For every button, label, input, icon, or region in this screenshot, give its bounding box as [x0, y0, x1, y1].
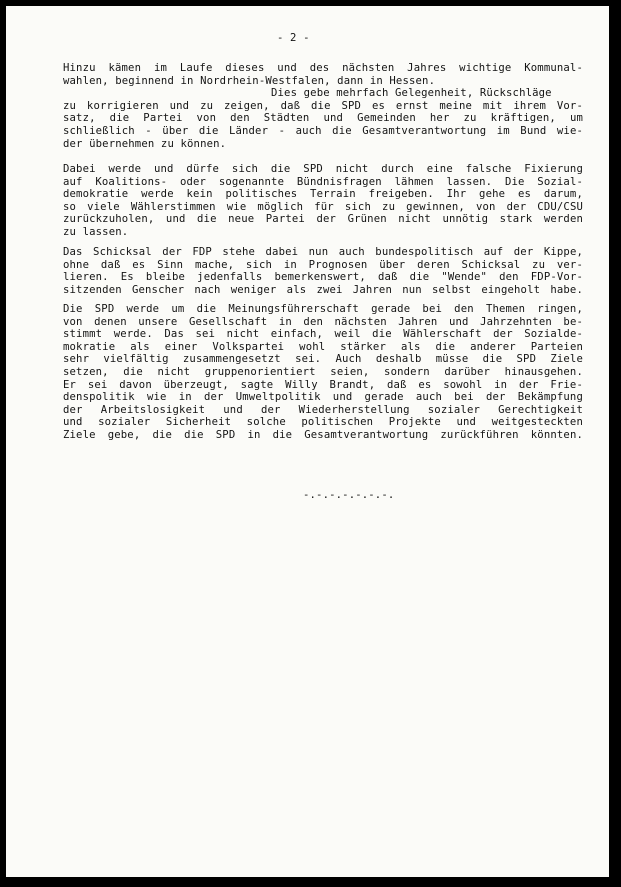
text-line: satz, die Partei von den Städten und Gemeinden her zu kräftigen, um: [63, 112, 583, 125]
text-line: auf Koalitions- oder sogenannte Bündnisfragen lähmen lassen. Die Sozial-: [63, 175, 583, 188]
text-line: sitzenden Genscher nach weniger als zwei Jahren nun selbst eingeholt habe.: [63, 283, 583, 296]
text-line: mokratie als einer Volkspartei wohl stärker als die anderer Parteien: [63, 340, 583, 353]
text-line: setzen, die nicht gruppenorientiert seien, sondern darüber hinausgehen.: [63, 365, 583, 378]
text-line: demokratie werde kein politisches Terrain freigeben. Ihr gehe es darum,: [63, 188, 583, 201]
text-line: stimmt werde. Das sei nicht einfach, weil die Wählerschaft der Sozialde-: [63, 328, 583, 341]
text-line: Er sei davon überzeugt, sagte Willy Brandt, daß es sowohl in der Frie-: [63, 378, 583, 391]
paragraph-3: [63, 246, 583, 296]
text-line: zu korrigieren und zu zeigen, daß die SPD es ernst meine mit ihrem Vor-: [63, 99, 583, 112]
text-line: lieren. Es bleibe jedenfalls bemerkenswert, daß die "Wende" den FDP-Vor-: [63, 271, 583, 284]
text-line: der Arbeitslosigkeit und der Wiederherstellung sozialer Gerechtigkeit: [63, 403, 583, 416]
text-line: von denen unsere Gesellschaft in den nächsten Jahren und Jahrzehnten be-: [63, 315, 583, 328]
page-number: - 2 -: [277, 32, 310, 44]
document-page: [6, 6, 609, 877]
text-line: Die SPD werde um die Meinungsführerschaft gerade bei den Themen ringen,: [63, 303, 583, 315]
text-line: Ziele gebe, die die SPD in die Gesamtverantwortung zurückführen könnten.: [63, 428, 583, 441]
text-line: Dies gebe mehrfach Gelegenheit, Rückschläge: [271, 87, 552, 100]
text-line: der übernehmen zu können.: [63, 137, 227, 150]
text-line: denspolitik wie in der Umweltpolitik und gerade auch bei der Bekämpfung: [63, 391, 583, 404]
text-line: wahlen, beginnend in Nordrhein-Westfalen, dann in Hessen.: [63, 74, 436, 87]
text-line: ohne daß es Sinn mache, sich in Prognosen über deren Schicksal zu ver-: [63, 258, 583, 271]
paragraph-1: [63, 62, 583, 150]
section-divider: -.-.-.-.-.-.-.: [303, 489, 395, 501]
paragraph-4: [63, 303, 583, 442]
text-line: sehr vielfältig zusammengesetzt sei. Auch deshalb müsse die SPD Ziele: [63, 353, 583, 366]
text-line: und sozialer Sicherheit solche politischen Projekte und weitgesteckten: [63, 416, 583, 429]
text-line: schließlich - über die Länder - auch die Gesamtverantwortung im Bund wie-: [63, 124, 583, 137]
text-line: zu lassen.: [63, 225, 129, 238]
text-line: Dabei werde und dürfe sich die SPD nicht durch eine falsche Fixierung: [63, 163, 583, 175]
text-line: zurückzuholen, und die neue Partei der Grünen nicht unnötig stark werden: [63, 213, 583, 226]
text-line: Hinzu kämen im Laufe dieses und des nächsten Jahres wichtige Kommunal-: [63, 62, 583, 74]
text-line: Das Schicksal der FDP stehe dabei nun auch bundespolitisch auf der Kippe,: [63, 246, 583, 258]
paragraph-2: [63, 163, 583, 239]
text-line: so viele Wählerstimmen wie möglich für sich zu gewinnen, von der CDU/CSU: [63, 200, 583, 213]
